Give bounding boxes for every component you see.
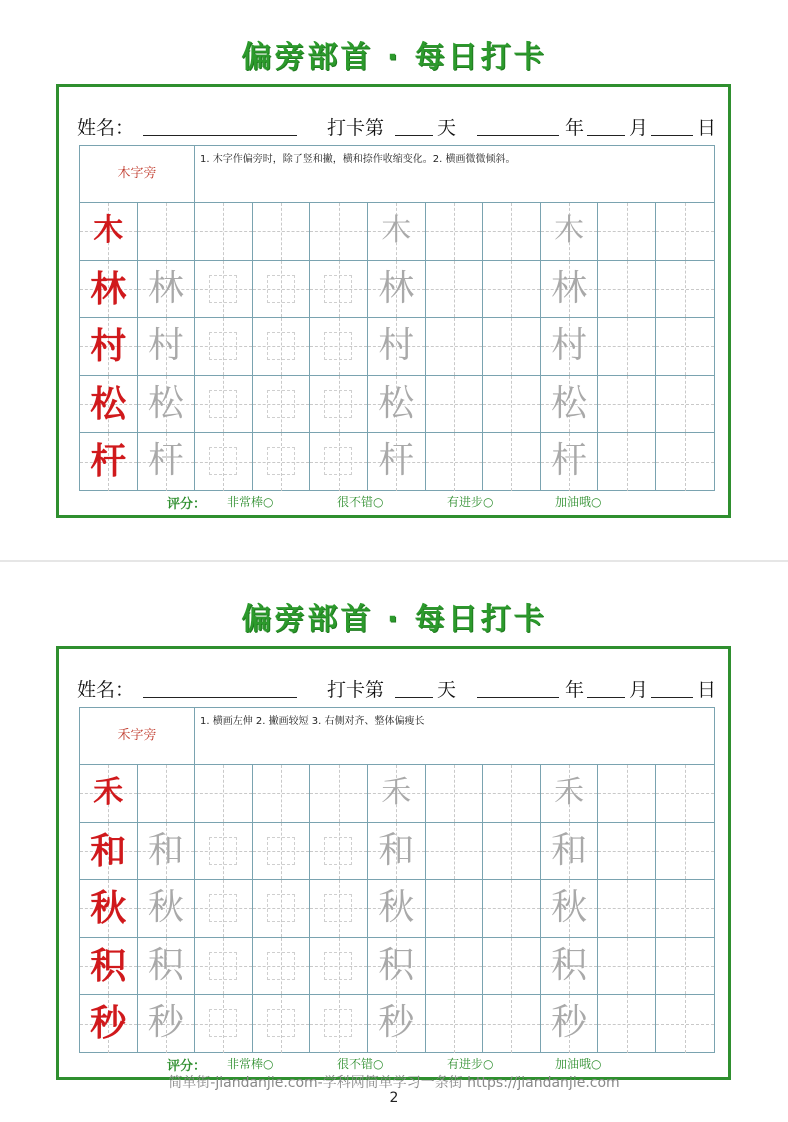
sheet-title: 偏旁部首 · 每日打卡 xyxy=(241,40,547,75)
grid-cell[interactable] xyxy=(426,938,484,996)
model-character: 秋 xyxy=(90,887,127,930)
rating-option-keep-going[interactable]: 加油哦○ xyxy=(555,495,602,509)
grid-cell[interactable] xyxy=(426,318,484,376)
grid-cell[interactable] xyxy=(656,261,714,319)
grid-cell[interactable] xyxy=(426,203,484,261)
grid-cell[interactable] xyxy=(195,203,253,261)
grid-cell[interactable] xyxy=(310,433,368,491)
grid-cell[interactable] xyxy=(656,318,714,376)
grid-cell[interactable] xyxy=(80,880,138,938)
grid-cell[interactable] xyxy=(195,433,253,491)
grid-cell[interactable] xyxy=(80,203,138,261)
model-character: 林 xyxy=(90,267,127,310)
grid-cell[interactable] xyxy=(598,203,656,261)
grid-cell[interactable] xyxy=(138,376,196,434)
grid-cell[interactable] xyxy=(598,823,656,881)
trace-character: 松 xyxy=(147,382,184,424)
model-character: 积 xyxy=(90,944,127,987)
grid-cell[interactable] xyxy=(541,995,599,1053)
grid-cell[interactable] xyxy=(368,318,426,376)
grid-cell[interactable] xyxy=(310,318,368,376)
grid-cell[interactable] xyxy=(541,318,599,376)
radical-name: 禾字旁 xyxy=(80,708,195,765)
grid-cell[interactable] xyxy=(138,823,196,881)
month-blank[interactable] xyxy=(587,697,625,698)
year-blank[interactable] xyxy=(477,697,559,698)
grid-cell[interactable] xyxy=(195,823,253,881)
grid-cell[interactable] xyxy=(483,823,541,881)
grid-cell[interactable] xyxy=(138,261,196,319)
trace-character: 积 xyxy=(378,944,415,986)
grid-cell[interactable] xyxy=(195,938,253,996)
rating-option-keep-going[interactable]: 加油哦○ xyxy=(555,1057,602,1071)
grid-cell[interactable] xyxy=(253,433,311,491)
trace-character: 和 xyxy=(147,829,184,871)
grid-cell[interactable] xyxy=(656,823,714,881)
grid-cell[interactable] xyxy=(253,823,311,881)
grid-cell[interactable] xyxy=(195,995,253,1053)
name-blank[interactable] xyxy=(143,697,297,698)
trace-character: 林 xyxy=(551,267,588,309)
grid-cell[interactable] xyxy=(80,765,138,823)
grid-cell[interactable] xyxy=(541,880,599,938)
grid-cell[interactable] xyxy=(253,765,311,823)
trace-character: 林 xyxy=(147,267,184,309)
year-label: 年 xyxy=(565,679,585,701)
grid-cell[interactable] xyxy=(426,376,484,434)
sheet-frame xyxy=(56,84,731,518)
trace-character: 和 xyxy=(551,829,588,871)
grid-cell[interactable] xyxy=(368,203,426,261)
date-label: 日 xyxy=(697,117,717,139)
grid-cell[interactable] xyxy=(483,880,541,938)
grid-cell[interactable] xyxy=(253,376,311,434)
day-blank[interactable] xyxy=(395,135,433,136)
model-character: 和 xyxy=(90,829,127,872)
grid-cell[interactable] xyxy=(310,203,368,261)
grid-cell[interactable] xyxy=(483,318,541,376)
trace-character: 杆 xyxy=(147,440,184,482)
grid-cell[interactable] xyxy=(426,995,484,1053)
rating-label: 评分： xyxy=(167,1059,207,1074)
grid-cell[interactable] xyxy=(598,433,656,491)
grid-cell[interactable] xyxy=(80,823,138,881)
trace-character: 松 xyxy=(551,382,588,424)
name-blank[interactable] xyxy=(143,135,297,136)
sheet-title: 偏旁部首 · 每日打卡 xyxy=(241,602,547,637)
grid-cell[interactable] xyxy=(253,880,311,938)
grid-cell[interactable] xyxy=(656,880,714,938)
grid-cell[interactable] xyxy=(80,261,138,319)
grid-cell[interactable] xyxy=(541,376,599,434)
name-label: 姓名： xyxy=(77,679,135,701)
trace-character: 和 xyxy=(378,829,415,871)
model-character: 秒 xyxy=(90,1002,127,1045)
grid-cell[interactable] xyxy=(598,880,656,938)
grid-cell[interactable] xyxy=(598,938,656,996)
rating-option-good[interactable]: 很不错○ xyxy=(337,495,384,509)
grid-cell[interactable] xyxy=(310,995,368,1053)
date-blank[interactable] xyxy=(651,135,693,136)
checkin-label: 打卡第 xyxy=(327,679,385,701)
trace-character: 秒 xyxy=(147,1002,184,1044)
practice-sheet-0 xyxy=(0,0,788,560)
footer-watermark: 简单街-jiandanjie.com-学科网简单学习一条街 https://jiandanjie.com xyxy=(168,1075,620,1091)
practice-sheet-1 xyxy=(0,562,788,1122)
grid-cell[interactable] xyxy=(195,765,253,823)
trace-character: 木 xyxy=(381,213,412,248)
page-number: 2 xyxy=(389,1090,399,1106)
date-blank[interactable] xyxy=(651,697,693,698)
day-label: 天 xyxy=(437,679,457,701)
rating-option-excellent[interactable]: 非常棒○ xyxy=(227,495,274,509)
model-character: 松 xyxy=(90,382,127,425)
trace-character: 村 xyxy=(378,325,415,367)
grid-cell[interactable] xyxy=(138,995,196,1053)
trace-character: 积 xyxy=(551,944,588,986)
writing-tips: 1. 木字作偏旁时，除了竖和撇，横和捺作收缩变化。2. 横画微微倾斜。 xyxy=(200,154,516,165)
year-label: 年 xyxy=(565,117,585,139)
grid-cell[interactable] xyxy=(310,376,368,434)
name-label: 姓名： xyxy=(77,117,135,139)
trace-character: 积 xyxy=(147,944,184,986)
rating-option-excellent[interactable]: 非常棒○ xyxy=(227,1057,274,1071)
grid-cell[interactable] xyxy=(541,261,599,319)
grid-cell[interactable] xyxy=(368,765,426,823)
grid-cell[interactable] xyxy=(598,765,656,823)
practice-grid xyxy=(79,145,715,491)
grid-cell[interactable] xyxy=(195,880,253,938)
grid-cell[interactable] xyxy=(80,318,138,376)
day-label: 天 xyxy=(437,117,457,139)
trace-character: 杆 xyxy=(378,440,415,482)
grid-cell[interactable] xyxy=(426,765,484,823)
grid-cell[interactable] xyxy=(195,376,253,434)
info-row xyxy=(77,671,717,701)
grid-cell[interactable] xyxy=(138,765,196,823)
grid-cell[interactable] xyxy=(483,433,541,491)
grid-cell[interactable] xyxy=(656,765,714,823)
grid-cell[interactable] xyxy=(541,203,599,261)
trace-character: 禾 xyxy=(381,775,412,810)
grid-cell[interactable] xyxy=(368,823,426,881)
grid-cell[interactable] xyxy=(138,203,196,261)
grid-cell[interactable] xyxy=(138,938,196,996)
trace-character: 秋 xyxy=(378,887,415,929)
rating-option-improved[interactable]: 有进步○ xyxy=(447,495,494,509)
grid-cell[interactable] xyxy=(310,938,368,996)
grid-cell[interactable] xyxy=(426,823,484,881)
grid-cell[interactable] xyxy=(598,376,656,434)
model-character: 村 xyxy=(90,325,127,368)
trace-character: 秒 xyxy=(551,1002,588,1044)
trace-character: 林 xyxy=(378,267,415,309)
trace-character: 村 xyxy=(147,325,184,367)
grid-cell[interactable] xyxy=(541,765,599,823)
grid-cell[interactable] xyxy=(656,433,714,491)
rating-row xyxy=(167,1053,707,1073)
grid-cell[interactable] xyxy=(483,995,541,1053)
grid-cell[interactable] xyxy=(195,261,253,319)
grid-cell[interactable] xyxy=(368,995,426,1053)
grid-cell[interactable] xyxy=(368,938,426,996)
rating-label: 评分： xyxy=(167,497,207,512)
trace-character: 秒 xyxy=(378,1002,415,1044)
grid-cell[interactable] xyxy=(80,938,138,996)
grid-cell[interactable] xyxy=(195,318,253,376)
month-label: 月 xyxy=(629,117,649,139)
grid-cell[interactable] xyxy=(310,880,368,938)
grid-cell[interactable] xyxy=(310,261,368,319)
grid-cell[interactable] xyxy=(541,433,599,491)
grid-cell[interactable] xyxy=(368,261,426,319)
grid-cell[interactable] xyxy=(253,203,311,261)
grid-cell[interactable] xyxy=(426,880,484,938)
grid-cell[interactable] xyxy=(368,376,426,434)
trace-character: 秋 xyxy=(551,887,588,929)
grid-cell[interactable] xyxy=(483,203,541,261)
model-character: 木 xyxy=(93,213,124,248)
grid-cell[interactable] xyxy=(253,318,311,376)
day-blank[interactable] xyxy=(395,697,433,698)
grid-cell[interactable] xyxy=(656,203,714,261)
grid-cell[interactable] xyxy=(253,995,311,1053)
rating-option-improved[interactable]: 有进步○ xyxy=(447,1057,494,1071)
grid-cell[interactable] xyxy=(426,433,484,491)
trace-character: 禾 xyxy=(554,775,585,810)
grid-cell[interactable] xyxy=(368,433,426,491)
grid-cell[interactable] xyxy=(598,261,656,319)
info-row xyxy=(77,109,717,139)
grid-cell[interactable] xyxy=(656,938,714,996)
rating-row xyxy=(167,491,707,511)
grid-cell[interactable] xyxy=(253,938,311,996)
grid-cell[interactable] xyxy=(310,823,368,881)
grid-cell[interactable] xyxy=(138,318,196,376)
checkin-label: 打卡第 xyxy=(327,117,385,139)
grid-cell[interactable] xyxy=(598,995,656,1053)
grid-cell[interactable] xyxy=(483,376,541,434)
grid-cell[interactable] xyxy=(598,318,656,376)
sheet-frame xyxy=(56,646,731,1080)
grid-cell[interactable] xyxy=(368,880,426,938)
model-character: 禾 xyxy=(93,775,124,810)
grid-cell[interactable] xyxy=(483,938,541,996)
trace-character: 村 xyxy=(551,325,588,367)
year-blank[interactable] xyxy=(477,135,559,136)
grid-cell[interactable] xyxy=(253,261,311,319)
grid-cell[interactable] xyxy=(138,880,196,938)
grid-cell[interactable] xyxy=(541,938,599,996)
grid-cell[interactable] xyxy=(656,995,714,1053)
practice-grid xyxy=(79,707,715,1053)
grid-cell[interactable] xyxy=(541,823,599,881)
radical-name: 木字旁 xyxy=(80,146,195,203)
month-blank[interactable] xyxy=(587,135,625,136)
month-label: 月 xyxy=(629,679,649,701)
grid-cell[interactable] xyxy=(656,376,714,434)
model-character: 杆 xyxy=(90,440,127,483)
grid-cell[interactable] xyxy=(138,433,196,491)
trace-character: 松 xyxy=(378,382,415,424)
grid-cell[interactable] xyxy=(426,261,484,319)
grid-cell[interactable] xyxy=(80,433,138,491)
grid-cell[interactable] xyxy=(483,765,541,823)
trace-character: 木 xyxy=(554,213,585,248)
trace-character: 秋 xyxy=(147,887,184,929)
grid-cell[interactable] xyxy=(80,995,138,1053)
writing-tips: 1. 横画左伸 2. 撇画较短 3. 右侧对齐、整体偏瘦长 xyxy=(200,716,425,727)
grid-cell[interactable] xyxy=(80,376,138,434)
grid-cell[interactable] xyxy=(483,261,541,319)
trace-character: 杆 xyxy=(551,440,588,482)
grid-cell[interactable] xyxy=(310,765,368,823)
rating-option-good[interactable]: 很不错○ xyxy=(337,1057,384,1071)
date-label: 日 xyxy=(697,679,717,701)
